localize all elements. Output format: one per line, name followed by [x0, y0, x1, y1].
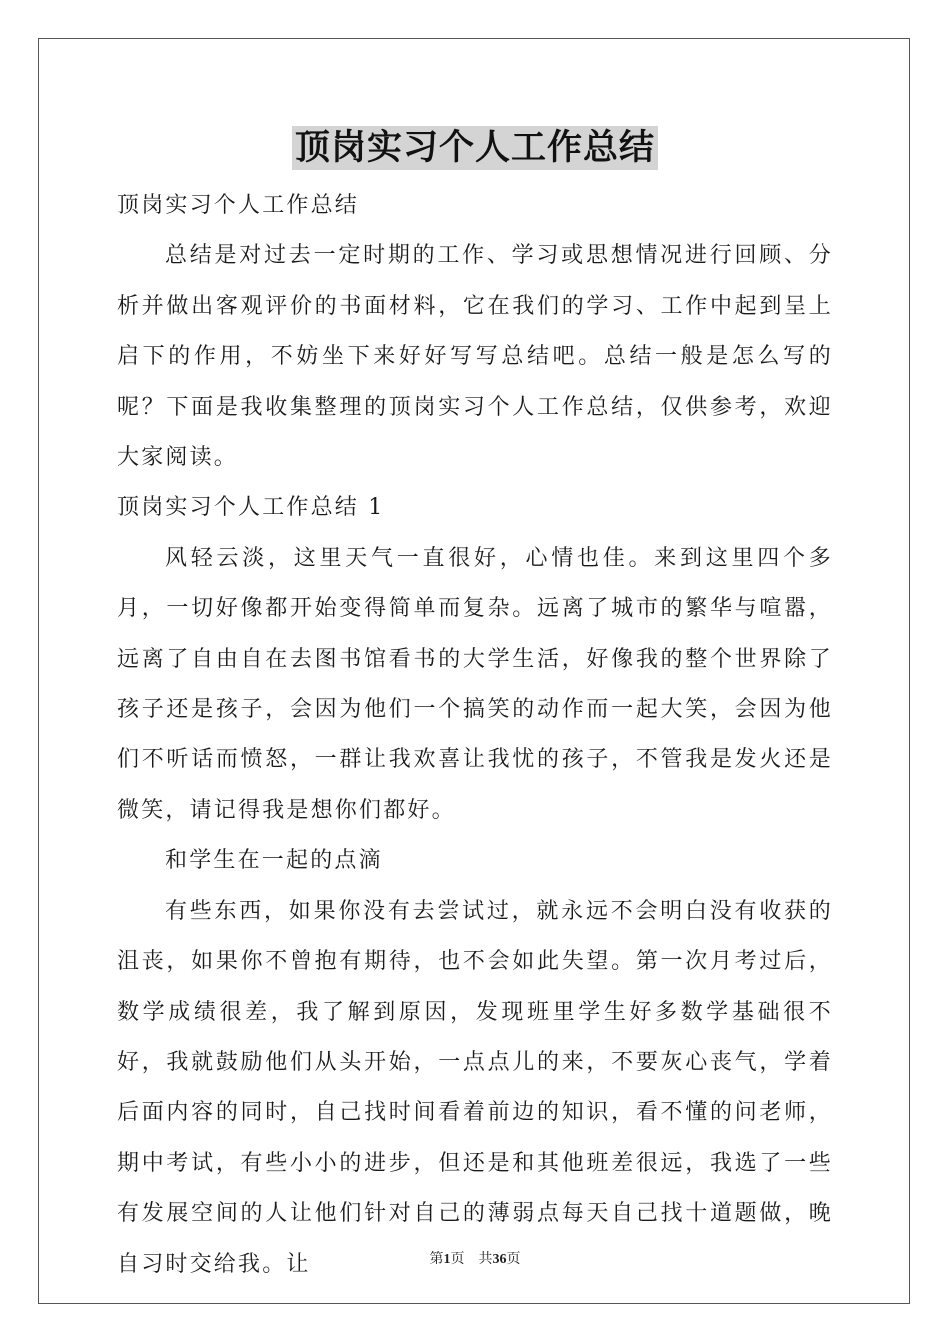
subtitle-paragraph: 顶岗实习个人工作总结 — [117, 193, 360, 218]
sub-heading: 和学生在一起的点滴 — [165, 848, 383, 874]
footer-total-unit: 页 — [506, 1252, 521, 1267]
document-body — [117, 181, 833, 1290]
footer-prefix: 第 — [429, 1252, 444, 1267]
total-pages-number: 36 — [492, 1252, 507, 1267]
footer-total-prefix: 共 — [478, 1252, 493, 1267]
intro-paragraph: 总结是对过去一定时期的工作、学习或思想情况进行回顾、分析并做出客观评价的书面材料，它在我们的学习、工作中起到呈上启下的作用，不妨坐下来好好写写总结吧。总结一般是怎么写的呢？下面是我收集整理的顶岗实习个人工作总结，仅供参考，欢迎大家阅读。 — [117, 243, 833, 471]
document-title-text: 顶岗实习个人工作总结 — [292, 126, 658, 170]
footer-page-unit: 页 — [450, 1252, 465, 1267]
page-footer — [0, 1248, 950, 1268]
document-title — [0, 126, 950, 170]
body-paragraph: 风轻云淡，这里天气一直很好，心情也佳。来到这里四个多月，一切好像都开始变得简单而复杂。远离了城市的繁华与喧嚣，远离了自由自在去图书馆看书的大学生活，好像我的整个世界除了孩子还是孩子，会因为他们一个搞笑的动作而一起大笑，会因为他们不听话而愤怒，一群让我欢喜让我忧的孩子，不管我是发火还是微笑，请记得我是想你们都好。 — [117, 545, 833, 823]
body-paragraph: 有些东西，如果你没有去尝试过，就永远不会明白没有收获的沮丧，如果你不曾抱有期待，也不会如此失望。第一次月考过后，数学成绩很差，我了解到原因，发现班里学生好多数学基础很不好，我就鼓励他们从头开始，一点点儿的来，不要灰心丧气，学着后面内容的同时，自己找时间看着前边的知识，看不懂的问老师，期中考试，有些小小的进步，但还是和其他班差很远，我选了一些有发展空间的人让他们针对自己的薄弱点每天自己找十道题做，晚自习时交给我。让 — [117, 898, 833, 1277]
current-page-number: 1 — [443, 1252, 451, 1267]
section-heading: 顶岗实习个人工作总结 1 — [117, 495, 385, 521]
